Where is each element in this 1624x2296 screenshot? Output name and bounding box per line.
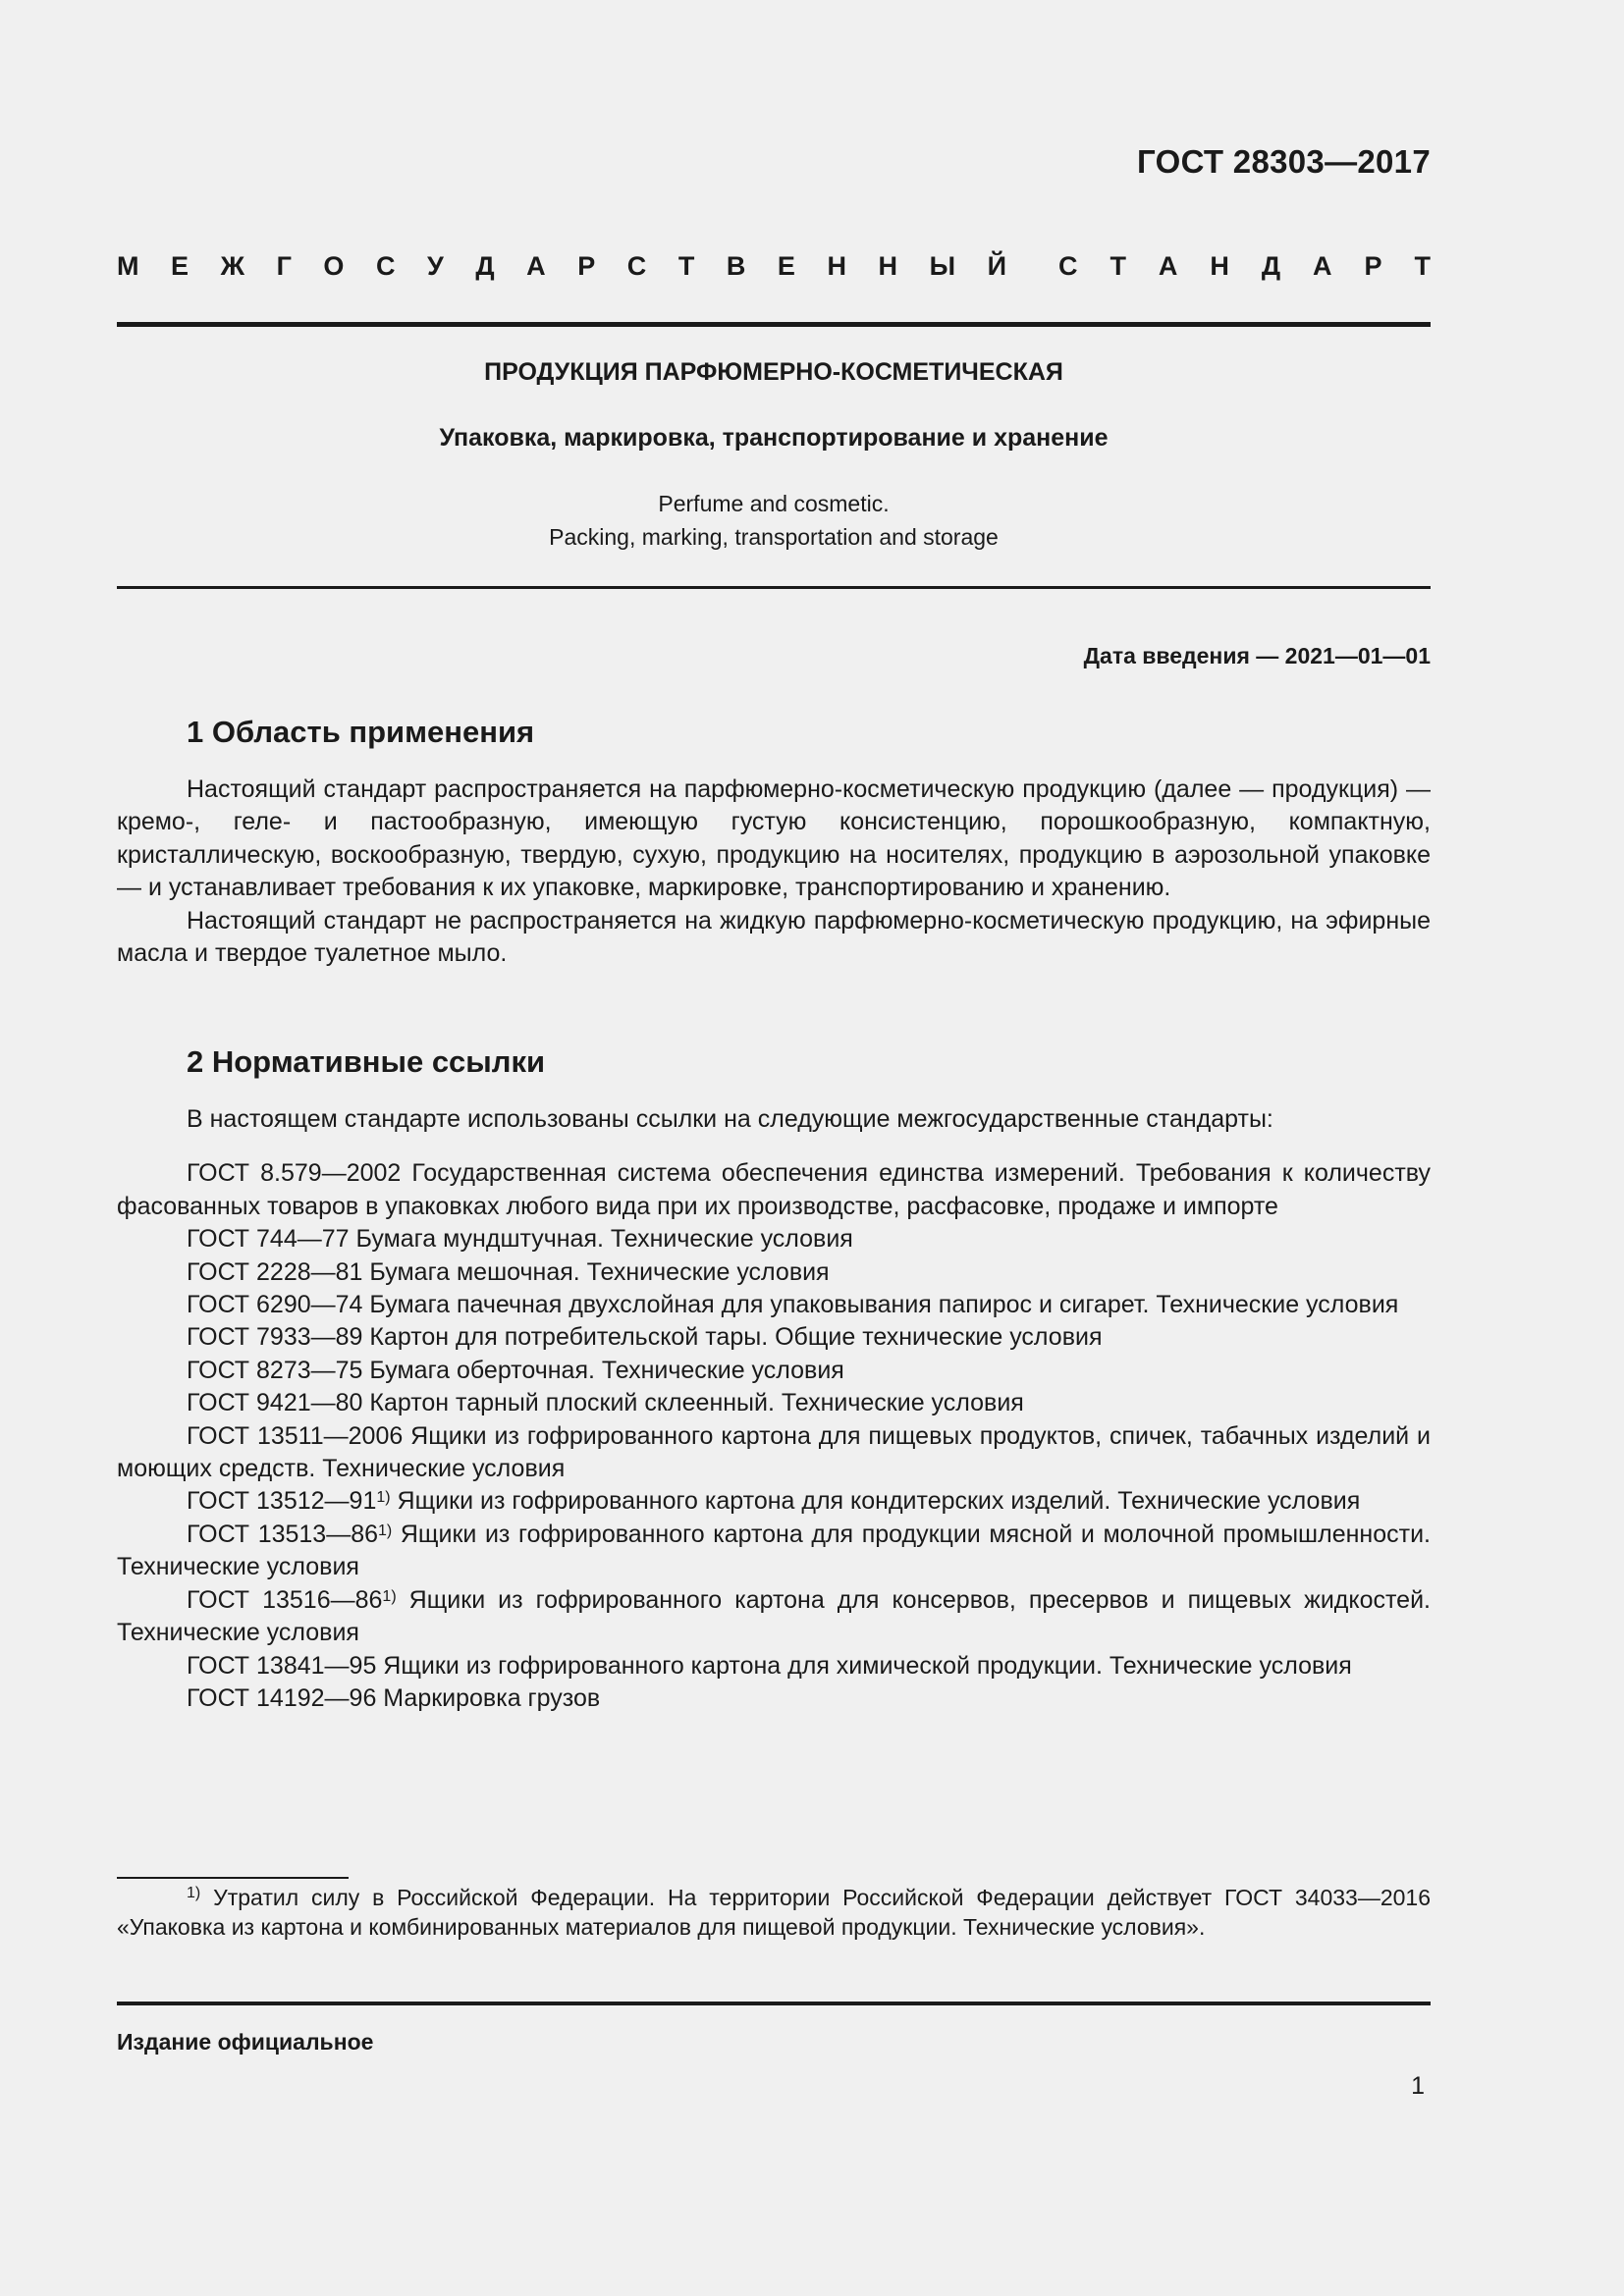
reference-title: Бумага оберточная. Технические условия (362, 1356, 844, 1384)
reference-item (117, 1157, 1431, 1223)
reference-title: Ящики из гофрированного картона для продукции мясной и молочной промышленности. Технические условия (117, 1520, 1431, 1581)
banner-letter: М (117, 251, 139, 281)
reference-item (117, 1355, 1431, 1387)
reference-code: ГОСТ 6290—74 (187, 1291, 363, 1319)
reference-item (117, 1256, 1431, 1289)
banner-letter: Г (276, 251, 292, 281)
footnote-marker: 1) (382, 1587, 397, 1605)
reference-item (117, 1485, 1431, 1518)
banner-letter: Р (577, 251, 596, 281)
footnote-text: Утратил силу в Российской Федерации. На территории Российской Федерации действует ГОСТ 34033—2016 «Упаковка из картона и комбинированных материалов для пищевой продукции. Технические условия». (117, 1885, 1431, 1940)
banner-letter: Р (1364, 251, 1382, 281)
page-number: 1 (1411, 2072, 1425, 2100)
banner-letter: А (1313, 251, 1332, 281)
banner-letter: С (1058, 251, 1078, 281)
banner-letter: Н (878, 251, 898, 281)
reference-item (117, 1387, 1431, 1419)
banner-letter: Ж (220, 251, 245, 281)
bottom-rule (117, 2002, 1431, 2005)
section-normative-references (117, 1042, 1431, 1715)
banner-letter: Т (1110, 251, 1126, 281)
reference-title: Ящики из гофрированного картона для химической продукции. Технические условия (376, 1651, 1352, 1680)
banner-letter: Т (1414, 251, 1431, 281)
standard-number: ГОСТ 28303—2017 (1137, 143, 1431, 180)
reference-item (117, 1682, 1431, 1715)
banner-letter: Е (777, 251, 795, 281)
reference-code: ГОСТ 13841—95 (187, 1651, 377, 1680)
banner-letter: В (726, 251, 746, 281)
banner-letter: Ы (929, 251, 956, 281)
official-edition-label: Издание официальное (117, 2029, 374, 2055)
reference-code: ГОСТ 13512—91 (187, 1487, 377, 1516)
title-rule (117, 586, 1431, 589)
banner-letter: У (427, 251, 444, 281)
reference-item (117, 1519, 1431, 1584)
banner-letter: О (323, 251, 345, 281)
reference-code: ГОСТ 13511—2006 (187, 1421, 404, 1450)
reference-code: ГОСТ 8273—75 (187, 1356, 363, 1384)
reference-code: ГОСТ 13516—86 (187, 1585, 383, 1614)
reference-title: Бумага мешочная. Технические условия (362, 1257, 830, 1286)
reference-title: Ящики из гофрированного картона для кондитерских изделий. Технические условия (390, 1487, 1361, 1516)
english-title (117, 487, 1431, 554)
reference-item (117, 1420, 1431, 1486)
reference-list (117, 1157, 1431, 1715)
banner-letter: Н (827, 251, 846, 281)
document-subtitle: Упаковка, маркировка, транспортирование и хранение (439, 424, 1109, 452)
english-title-line2: Packing, marking, transportation and storage (549, 524, 999, 550)
reference-code: ГОСТ 744—77 (187, 1225, 350, 1254)
footnote-marker: 1) (187, 1885, 201, 1901)
reference-item (117, 1321, 1431, 1354)
banner-letter: Н (1210, 251, 1229, 281)
banner-letter: А (1158, 251, 1178, 281)
reference-title: Картон тарный плоский склеенный. Технические условия (362, 1389, 1024, 1417)
banner-letter: Е (171, 251, 189, 281)
banner-letter: А (526, 251, 546, 281)
reference-item (117, 1650, 1431, 1682)
banner-letter: Й (987, 251, 1006, 281)
reference-code: ГОСТ 2228—81 (187, 1257, 363, 1286)
reference-code: ГОСТ 8.579—2002 (187, 1159, 402, 1188)
section-scope (117, 713, 1431, 970)
footnote-separator (117, 1877, 349, 1879)
banner-word-interstate (117, 251, 1006, 282)
reference-title: Бумага мундштучная. Технические условия (349, 1225, 853, 1254)
footnote-marker: 1) (376, 1489, 391, 1507)
interstate-standard-banner (117, 251, 1431, 282)
section-heading: 1 Область применения (187, 715, 535, 749)
reference-title: Ящики из гофрированного картона для пищевых продуктов, спичек, табачных изделий и моющих средств. Технические условия (117, 1421, 1431, 1483)
paragraph: Настоящий стандарт не распространяется на жидкую парфюмерно-косметическую продукцию, на эфирные масла и твердое туалетное мыло. (117, 906, 1431, 968)
banner-letter: С (626, 251, 647, 281)
document-title: ПРОДУКЦИЯ ПАРФЮМЕРНО-КОСМЕТИЧЕСКАЯ (484, 358, 1063, 386)
top-rule (117, 322, 1431, 327)
reference-code: ГОСТ 7933—89 (187, 1323, 363, 1352)
reference-code: ГОСТ 13513—86 (187, 1520, 379, 1548)
reference-code: ГОСТ 14192—96 (187, 1683, 377, 1712)
reference-item (117, 1223, 1431, 1255)
english-title-line1: Perfume and cosmetic. (658, 491, 890, 516)
reference-title: Картон для потребительской тары. Общие технические условия (362, 1323, 1103, 1352)
paragraph: В настоящем стандарте использованы ссылки на следующие межгосударственные стандарты: (187, 1105, 1273, 1133)
reference-title: Ящики из гофрированного картона для консервов, пресервов и пищевых жидкостей. Технические условия (117, 1585, 1431, 1647)
banner-letter: Т (677, 251, 695, 281)
banner-letter: Д (475, 251, 495, 281)
reference-item (117, 1584, 1431, 1650)
reference-title: Государственная система обеспечения единства измерений. Требования к количеству фасованных товаров в упаковках любого вида при их производстве, расфасовке, продаже и импорте (117, 1159, 1431, 1220)
reference-title: Маркировка грузов (376, 1683, 601, 1712)
banner-letter: Д (1261, 251, 1281, 281)
paragraph: Настоящий стандарт распространяется на парфюмерно-косметическую продукцию (далее — продукция) — кремо-, геле- и пастообразную, имеющую густую консистенцию, порошкообразную, компактную, кристаллическую, воскообразную, твердую, сухую, продукцию на носителях, продукцию в аэрозольной упаковке — и устанавливает требования к их упаковке, маркировке, транспортированию и хранению. (117, 775, 1431, 902)
footnote-marker: 1) (378, 1522, 393, 1539)
banner-letter: С (375, 251, 396, 281)
reference-title: Бумага пачечная двухслойная для упаковывания папирос и сигарет. Технические условия (362, 1291, 1399, 1319)
footnote (117, 1883, 1431, 1942)
section-heading: 2 Нормативные ссылки (187, 1044, 546, 1079)
introduction-date: Дата введения — 2021—01—01 (1083, 643, 1431, 668)
reference-item (117, 1289, 1431, 1321)
banner-word-standard (1058, 251, 1431, 282)
reference-code: ГОСТ 9421—80 (187, 1389, 363, 1417)
